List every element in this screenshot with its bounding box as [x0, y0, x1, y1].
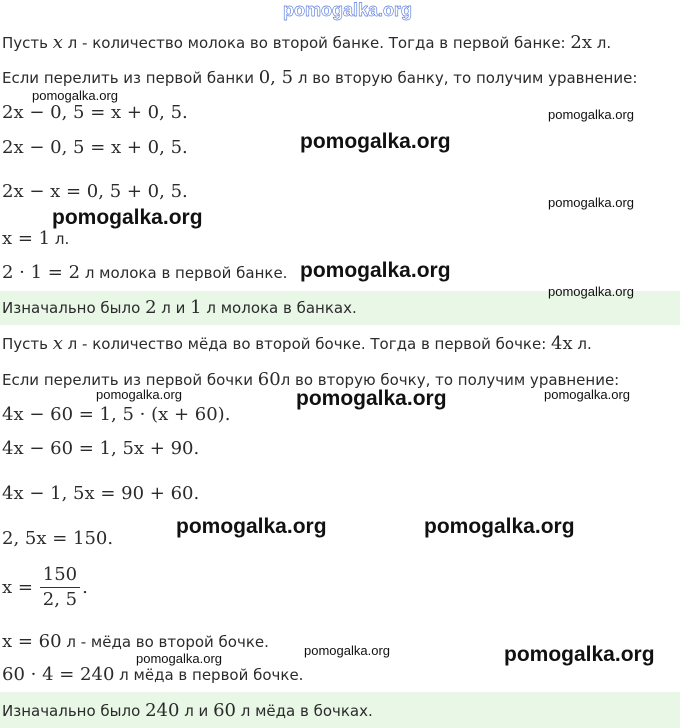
watermark: pomogalka.org	[32, 88, 118, 103]
watermark: pomogalka.org	[548, 284, 634, 299]
part2-calculation: 60 · 4 = 240 л мёда в первой бочке.	[2, 664, 304, 685]
watermark: pomogalka.org	[300, 259, 451, 282]
part1-equation-2: 2x − 0, 5 = x + 0, 5.	[2, 137, 188, 158]
part2-intro: Пусть x л - количество мёда во второй бочке. Тогда в первой бочке: 4x л.	[2, 333, 592, 354]
watermark: pomogalka.org	[96, 387, 182, 402]
part2-equation-3: 4x − 1, 5x = 90 + 60.	[2, 483, 200, 504]
part1-equation-1: 2x − 0, 5 = x + 0, 5.	[2, 102, 188, 123]
watermark: pomogalka.org	[548, 195, 634, 210]
part2-fraction-equation: x = $\frac{150}{2, 5}$ .	[2, 564, 88, 610]
part1-intro: Пусть x л - количество молока во второй банке. Тогда в первой банке: 2x л.	[2, 32, 612, 53]
fraction-numerator: 150	[40, 563, 80, 588]
watermark: pomogalka.org	[304, 643, 390, 658]
part1-solution: x = 1 л.	[2, 228, 70, 249]
fraction	[40, 563, 80, 612]
part2-solution: x = 60 л - мёда во второй бочке.	[2, 631, 269, 652]
part2-equation-2: 4x − 60 = 1, 5x + 90.	[2, 438, 200, 459]
part2-equation-1: 4x − 60 = 1, 5 · (x + 60).	[2, 404, 231, 425]
part1-answer: Изначально было 2 л и 1 л молока в банках.	[2, 297, 357, 318]
watermark: pomogalka.org	[176, 515, 327, 538]
watermark: pomogalka.org	[52, 206, 203, 229]
fraction-denominator: 2, 5	[42, 589, 78, 610]
watermark: pomogalka.org	[424, 515, 575, 538]
part2-answer: Изначально было 240 л и 60 л мёда в бочках.	[2, 700, 373, 721]
watermark: pomogalka.org	[136, 651, 222, 666]
part1-pour-text: Если перелить из первой банки 0, 5 л во вторую банку, то получим уравнение:	[2, 67, 638, 88]
part2-pour-text: Если перелить из первой бочки 60л во вторую бочку, то получим уравнение:	[2, 369, 620, 390]
watermark: pomogalka.org	[296, 387, 447, 410]
watermark: pomogalka.org	[300, 130, 451, 153]
watermark: pomogalka.org	[504, 643, 655, 666]
header-watermark: pomogalka.org	[283, 0, 413, 20]
watermark: pomogalka.org	[548, 107, 634, 122]
part1-equation-3: 2x − x = 0, 5 + 0, 5.	[2, 181, 188, 202]
part1-calculation: 2 · 1 = 2 л молока в первой банке.	[2, 262, 288, 283]
part2-equation-4: 2, 5x = 150.	[2, 528, 114, 549]
watermark: pomogalka.org	[544, 387, 630, 402]
